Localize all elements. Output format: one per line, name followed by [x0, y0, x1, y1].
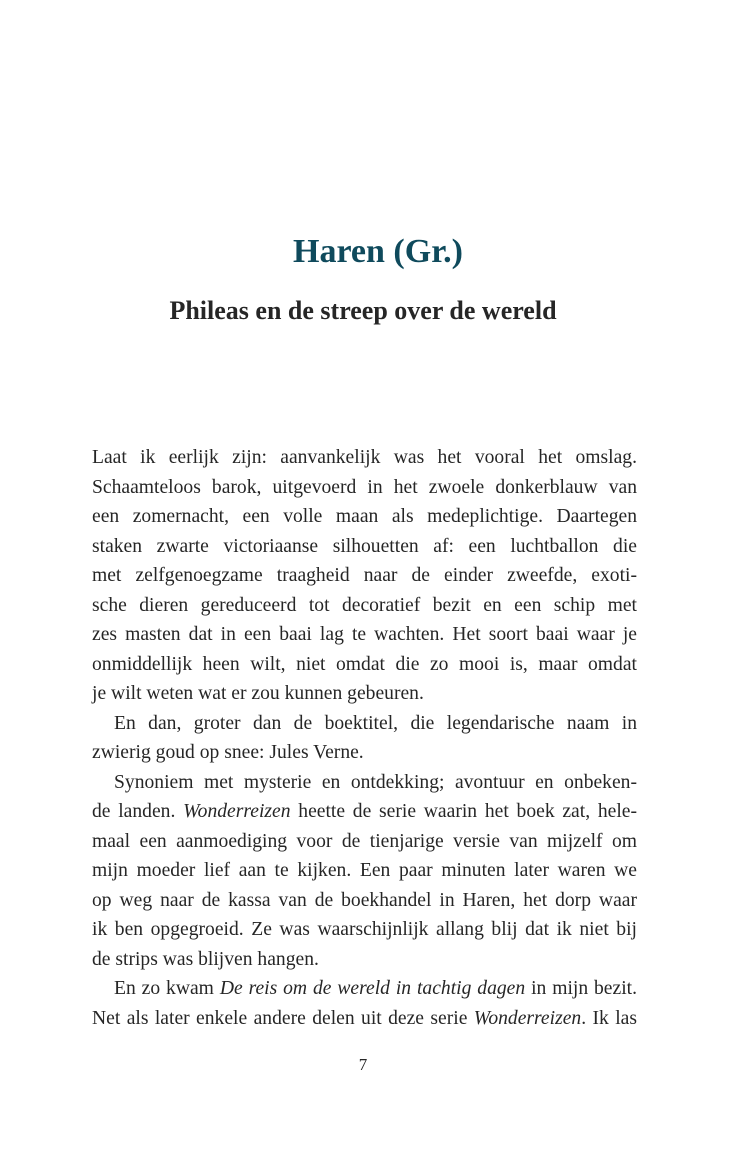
text-line: En zo kwam De reis om de wereld in tachtig dagen in mijn bezit.: [114, 978, 637, 999]
italic-series-title: Wonderreizen: [183, 801, 291, 822]
text-line: op weg naar de kassa van de boekhandel in Haren, het dorp waar: [92, 889, 637, 911]
text-line: maal een aanmoediging voor de tienjarige versie van mijzelf om: [92, 830, 637, 852]
italic-book-title: De reis om de wereld in tachtig dagen: [219, 978, 526, 999]
text-line: de strips was blijven hangen.: [92, 948, 319, 970]
text-line: onmiddellijk heen wilt, niet omdat die zo mooi is, maar omdat: [92, 653, 637, 675]
chapter-title: Haren (Gr.): [293, 233, 463, 270]
text-line: Synoniem met mysterie en ontdekking; avontuur en onbeken-: [114, 771, 637, 793]
text-line: sche dieren gereduceerd tot decoratief bezit en een schip met: [92, 594, 637, 616]
text-line: Net als later enkele andere delen uit deze serie Wonderreizen. Ik las: [92, 1007, 637, 1029]
text-line: mijn moeder lief aan te kijken. Een paar minuten later waren we: [92, 860, 637, 881]
text-line: met zelfgenoegzame traagheid naar de einder zweefde, exoti-: [92, 565, 637, 586]
text-line: een zomernacht, een volle maan als medeplichtige. Daartegen: [92, 506, 637, 527]
text-line: zwierig goud op snee: Jules Verne.: [92, 742, 364, 763]
text-line: Schaamteloos barok, uitgevoerd in het zwoele donkerblauw van: [92, 476, 637, 498]
text-line: zes masten dat in een baai lag te wachten. Het soort baai waar je: [92, 624, 637, 645]
text-line: staken zwarte victoriaanse silhouetten af: een luchtballon die: [92, 535, 637, 557]
text-line: je wilt weten wat er zou kunnen gebeuren.: [92, 683, 424, 704]
chapter-subtitle: Phileas en de streep over de wereld: [169, 296, 557, 325]
text-line: Laat ik eerlijk zijn: aanvankelijk was het vooral het omslag.: [92, 447, 637, 468]
page-number: 7: [358, 1055, 368, 1074]
text-line: En dan, groter dan de boektitel, die legendarische naam in: [114, 712, 637, 734]
text-line: ik ben opgegroeid. Ze was waarschijnlijk allang blij dat ik niet bij: [92, 919, 637, 940]
body-text: [92, 443, 637, 1033]
text-line: de landen. Wonderreizen heette de serie waarin het boek zat, hele-: [92, 801, 638, 822]
italic-series-title: Wonderreizen: [473, 1007, 582, 1029]
